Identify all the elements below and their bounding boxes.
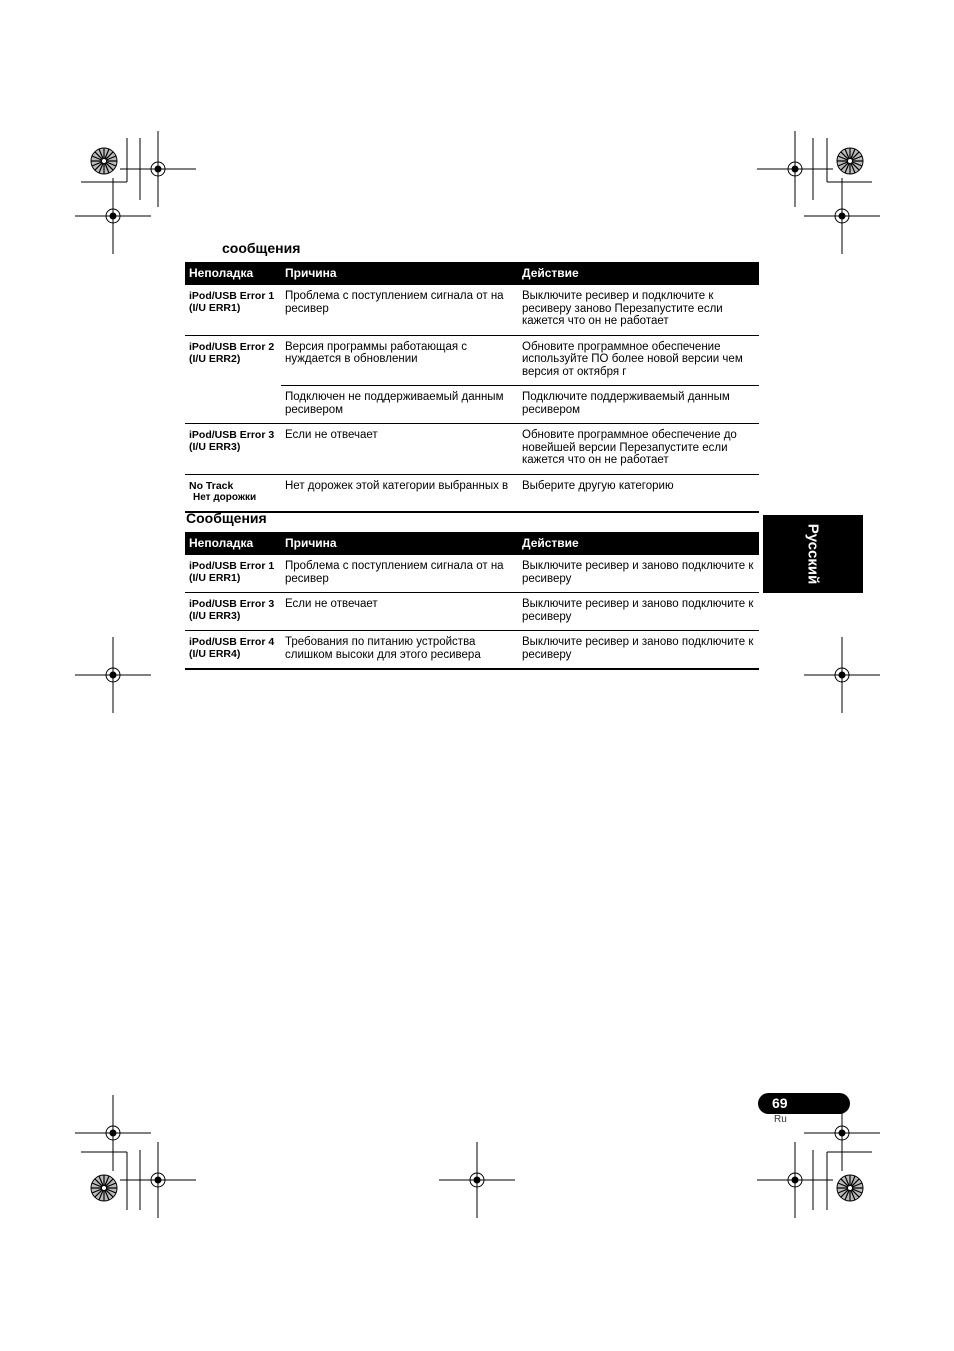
messages-table-1 (185, 262, 759, 513)
error-code-sub: (I/U ERR1) (189, 302, 241, 314)
cause-cell: Подключен не поддерживаемый данным ресивером (281, 386, 518, 424)
error-code-sub: (I/U ERR3) (189, 610, 241, 622)
error-code: No Track (189, 479, 234, 492)
action-cell: Выберите другую категорию (518, 474, 759, 512)
cause-cell: Проблема с поступлением сигнала от на ресивер (281, 555, 518, 593)
problem-cell (185, 285, 281, 335)
header-cause: Причина (281, 262, 518, 285)
error-code: iPod/USB Error 3 (189, 429, 275, 441)
page-number-badge (758, 1093, 850, 1114)
section-title-messages-2: Сообщения (186, 510, 267, 526)
error-code: iPod/USB Error 1 (189, 290, 275, 302)
problem-cell (185, 474, 281, 512)
language-tab-label: Русский (804, 523, 822, 585)
action-cell: Выключите ресивер и заново подключите к ресиверу (518, 555, 759, 593)
language-side-tab (763, 515, 863, 593)
table-row (185, 631, 759, 670)
problem-cell (185, 335, 281, 386)
problem-cell (185, 631, 281, 670)
action-cell: Выключите ресивер и подключите к ресиверу заново Перезапустите если кажется что он не работает (518, 285, 759, 335)
table-row (185, 386, 759, 424)
problem-cell (185, 593, 281, 631)
table-header-row (185, 262, 759, 285)
error-code-sub: (I/U ERR1) (189, 572, 241, 584)
error-code: iPod/USB Error 4 (189, 636, 275, 648)
header-action: Действие (518, 532, 759, 555)
table-row (185, 335, 759, 386)
error-code-sub: (I/U ERR4) (189, 648, 241, 660)
header-cause: Причина (281, 532, 518, 555)
action-cell: Выключите ресивер и заново подключите к ресиверу (518, 631, 759, 670)
problem-cell (185, 386, 281, 424)
cause-cell: Требования по питанию устройства слишком высоки для этого ресивера (281, 631, 518, 670)
cause-cell: Если не отвечает (281, 424, 518, 475)
error-code-sub: (I/U ERR2) (189, 352, 241, 365)
table-row (185, 424, 759, 475)
action-cell: Обновите программное обеспечение до новейшей версии Перезапустите если кажется что он не работает (518, 424, 759, 475)
cause-cell: Нет дорожек этой категории выбранных в (281, 474, 518, 512)
error-code: iPod/USB Error 1 (189, 560, 275, 572)
cause-cell: Проблема с поступлением сигнала от на ресивер (281, 285, 518, 335)
table-row (185, 474, 759, 512)
table-row (185, 555, 759, 593)
cause-cell: Если не отвечает (281, 593, 518, 631)
action-cell: Подключите поддерживаемый данным ресивером (518, 386, 759, 424)
error-code: iPod/USB Error 3 (189, 598, 275, 610)
table-row (185, 285, 759, 335)
header-problem: Неполадка (185, 262, 281, 285)
page-number: 69 (772, 1095, 788, 1111)
header-action: Действие (518, 262, 759, 285)
action-cell: Выключите ресивер и заново подключите к ресиверу (518, 593, 759, 631)
problem-cell (185, 424, 281, 475)
problem-cell (185, 555, 281, 593)
error-code: iPod/USB Error 2 (189, 340, 275, 353)
cause-cell: Версия программы работающая с нуждается в обновлении (281, 335, 518, 386)
section-title-messages: сообщения (222, 240, 301, 256)
table-row (185, 593, 759, 631)
messages-table-2 (185, 532, 759, 670)
error-code-sub: (I/U ERR3) (189, 441, 241, 453)
table-header-row (185, 532, 759, 555)
header-problem: Неполадка (185, 532, 281, 555)
page-language-code: Ru (774, 1114, 787, 1125)
action-cell: Обновите программное обеспечение используйте ПО более новой версии чем версия от октября г (518, 335, 759, 386)
error-code-sub: Нет дорожки (193, 491, 257, 503)
